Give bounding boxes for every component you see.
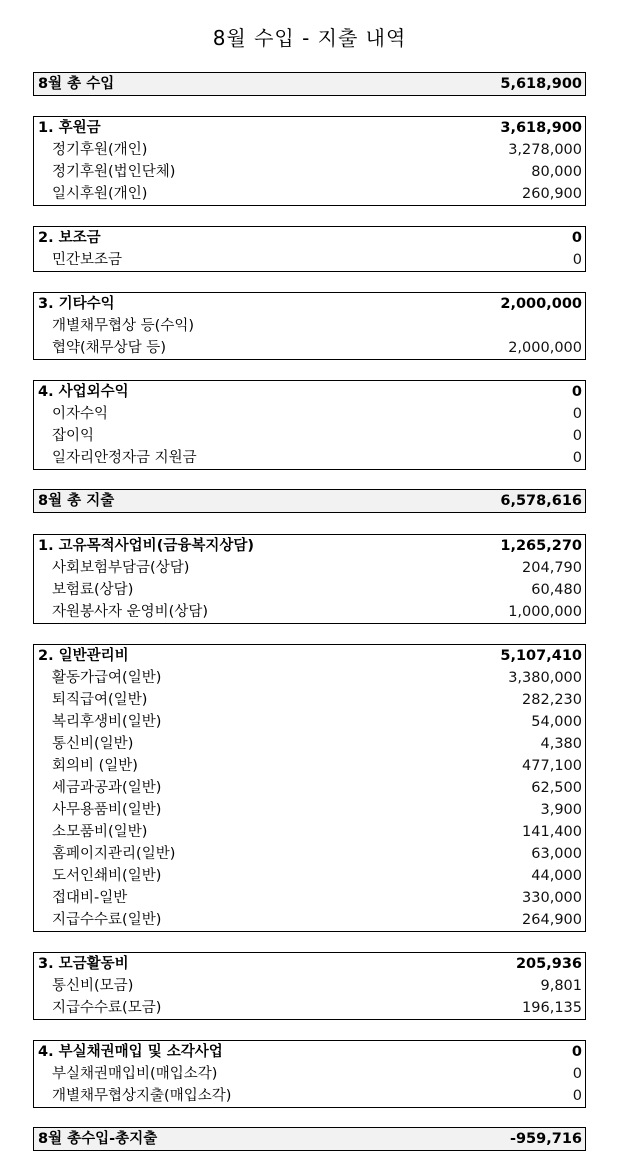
line-item-value: 62,500 [531,780,582,796]
section-value: 2,000,000 [500,296,582,312]
section-value: 5,107,410 [500,648,582,664]
line-item-value: 204,790 [522,560,582,576]
line-item-value: 0 [572,428,582,444]
section-label: 4. 사업외수익 [38,384,129,400]
line-item [34,601,585,623]
section-label: 2. 보조금 [38,230,101,246]
line-item-value: 2,000,000 [508,340,582,356]
expense-section-1 [33,534,586,624]
line-item-value: 477,100 [522,758,582,774]
section-header [34,1041,585,1063]
line-item-label: 활동가급여(일반) [52,670,162,686]
line-item-value: 0 [572,252,582,268]
section-value: 0 [571,384,582,400]
section-header [34,645,585,667]
section-label: 3. 기타수익 [38,296,115,312]
line-item-label: 사회보험부담금(상담) [52,560,190,576]
section-value: 0 [571,230,582,246]
income-section-2 [33,226,586,272]
line-item [34,711,585,733]
line-item-label: 민간보조금 [52,252,123,268]
income-total-box [33,72,586,96]
section-label: 1. 고유목적사업비(금융복지상담) [38,538,254,554]
line-item-label: 홈페이지관리(일반) [52,846,176,862]
line-item [34,799,585,821]
section-header [34,293,585,315]
expense-total-label: 8월 총 지출 [38,493,115,509]
line-item-value: 54,000 [531,714,582,730]
line-item-value: 80,000 [531,164,582,180]
line-item [34,425,585,447]
page-title: 8월 수입 - 지출 내역 [212,26,407,50]
expense-section-3 [33,952,586,1020]
net-total-value: -959,716 [509,1131,582,1147]
line-item-value: 3,380,000 [508,670,582,686]
net-total-box [33,1127,586,1151]
line-item-value: 0 [572,406,582,422]
line-item [34,821,585,843]
expense-total-value: 6,578,616 [500,493,582,509]
line-item [34,843,585,865]
line-item-label: 부실채권매입비(매입소각) [52,1066,218,1082]
line-item-value: 3,900 [540,802,582,818]
line-item [34,755,585,777]
line-item-label: 복리후생비(일반) [52,714,162,730]
line-item [34,403,585,425]
line-item-label: 통신비(모금) [52,978,134,994]
line-item [34,161,585,183]
section-value: 0 [571,1044,582,1060]
section-value: 3,618,900 [500,120,582,136]
section-value: 205,936 [515,956,582,972]
section-header [34,227,585,249]
section-label: 2. 일반관리비 [38,648,129,664]
line-item-label: 회의비 (일반) [52,758,138,774]
line-item-value: 1,000,000 [508,604,582,620]
line-item-label: 지급수수료(모금) [52,1000,162,1016]
line-item [34,183,585,205]
line-item-value: 330,000 [522,890,582,906]
line-item [34,667,585,689]
line-item-label: 자원봉사자 운영비(상담) [52,604,208,620]
line-item-label: 보험료(상담) [52,582,134,598]
line-item-label: 일자리안정자금 지원금 [52,450,197,466]
line-item-label: 개별채무협상지출(매입소각) [52,1088,232,1104]
line-item-label: 접대비-일반 [52,890,128,906]
section-header [34,535,585,557]
line-item-value: 4,380 [540,736,582,752]
line-item-value: 0 [572,1066,582,1082]
line-item-value: 260,900 [522,186,582,202]
line-item-value: 9,801 [540,978,582,994]
section-header [34,953,585,975]
line-item [34,315,585,337]
line-item-label: 퇴직급여(일반) [52,692,148,708]
line-item-value: 44,000 [531,868,582,884]
section-label: 1. 후원금 [38,120,101,136]
line-item [34,447,585,469]
line-item [34,777,585,799]
line-item-value: 63,000 [531,846,582,862]
line-item [34,1085,585,1107]
line-item-label: 통신비(일반) [52,736,134,752]
line-item [34,557,585,579]
line-item [34,865,585,887]
line-item-label: 지급수수료(일반) [52,912,162,928]
section-header [34,381,585,403]
line-item [34,689,585,711]
line-item [34,997,585,1019]
line-item [34,909,585,931]
line-item [34,139,585,161]
expense-section-4 [33,1040,586,1108]
line-item [34,887,585,909]
line-item-value: 196,135 [522,1000,582,1016]
line-item-value: 60,480 [531,582,582,598]
line-item-label: 정기후원(개인) [52,142,148,158]
line-item-label: 협약(채무상담 등) [52,340,166,356]
section-label: 3. 모금활동비 [38,956,129,972]
line-item-label: 잡이익 [52,428,95,444]
line-item-value: 0 [572,1088,582,1104]
line-item-value: 3,278,000 [508,142,582,158]
line-item [34,1063,585,1085]
line-item [34,579,585,601]
line-item [34,975,585,997]
income-section-1 [33,116,586,206]
section-header [34,117,585,139]
net-total-label: 8월 총수입-총지출 [38,1131,158,1147]
line-item-label: 개별채무협상 등(수익) [52,318,194,334]
income-section-3 [33,292,586,360]
income-total-label: 8월 총 수입 [38,76,115,92]
line-item [34,733,585,755]
line-item-label: 세금과공과(일반) [52,780,162,796]
line-item [34,249,585,271]
line-item [34,337,585,359]
line-item-value: 264,900 [522,912,582,928]
line-item-label: 이자수익 [52,406,109,422]
line-item-label: 사무용품비(일반) [52,802,162,818]
line-item-value: 282,230 [522,692,582,708]
section-label: 4. 부실채권매입 및 소각사업 [38,1044,223,1060]
line-item-label: 소모품비(일반) [52,824,148,840]
income-section-4 [33,380,586,470]
expense-total-box [33,489,586,513]
section-value: 1,265,270 [500,538,582,554]
expense-section-2 [33,644,586,932]
line-item-value: 0 [572,450,582,466]
line-item-label: 일시후원(개인) [52,186,148,202]
line-item-label: 정기후원(법인단체) [52,164,176,180]
line-item-label: 도서인쇄비(일반) [52,868,162,884]
income-total-value: 5,618,900 [500,76,582,92]
line-item-value: 141,400 [522,824,582,840]
